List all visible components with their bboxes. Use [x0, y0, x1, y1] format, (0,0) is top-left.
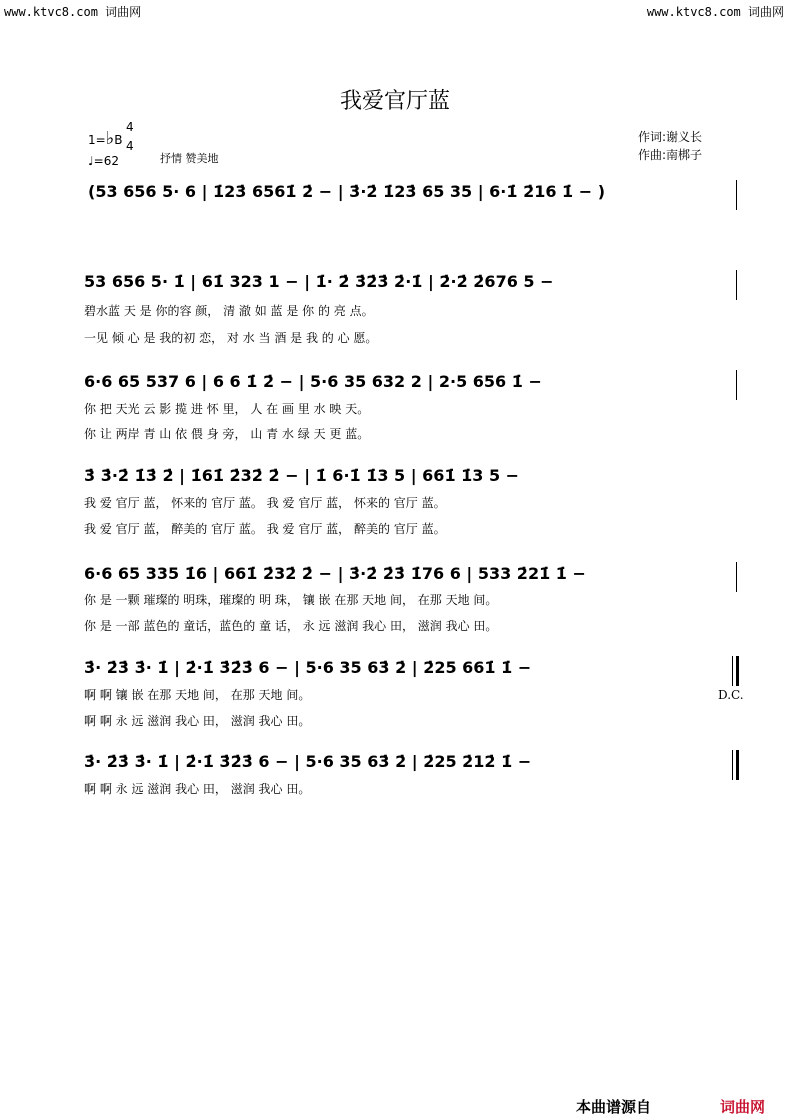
lyrics-line-4-verse-1: 我 爱 官厅 蓝， 怀来的 官厅 蓝。 我 爱 官厅 蓝， 怀来的 官厅 蓝。 — [84, 496, 446, 510]
notes-line-7: 3̇· 2̇3̇ 3̇· 1̇ | 2̇·1̇ 3̇2̇3̇ 6 − | 5·6 35 63̇ 2̇ | 2̇25 2̇12̇ 1̇ − — [84, 752, 532, 771]
time-signature-top: 4 — [126, 120, 134, 134]
lyrics-line-6-verse-2: 啊 啊 永 远 滋润 我心 田， 滋润 我心 田。 — [84, 714, 311, 728]
key-label: 1= — [88, 133, 106, 147]
key-signature — [88, 128, 122, 149]
lyrics-line-4-verse-2: 我 爱 官厅 蓝， 醉美的 官厅 蓝。 我 爱 官厅 蓝， 醉美的 官厅 蓝。 — [84, 522, 446, 536]
lyrics-line-3-verse-2: 你 让 两岸 青 山 依 偎 身 旁， 山 青 水 绿 天 更 蓝。 — [84, 427, 370, 441]
lyrics-line-5-verse-2: 你 是 一部 蓝色的 童话，蓝色的 童 话， 永 远 滋润 我心 田， 滋润 我心 田。 — [84, 619, 498, 633]
song-title: 我爱官厅蓝 — [339, 89, 450, 114]
lyrics-line-2-verse-2: 一见 倾 心 是 我的初 恋， 对 水 当 酒 是 我 的 心 愿。 — [84, 331, 378, 345]
notes-line-3: 6·6 65 537 6 | 6 6 1̇ 2̇ − | 5·6 35 632 2 | 2·5 656 1̇ − — [84, 372, 542, 391]
watermark-right: www.ktvc8.com 词曲网 — [646, 5, 784, 19]
quarter-note-icon: ♩ — [88, 154, 94, 168]
barline — [732, 750, 733, 780]
lyrics-line-3-verse-1: 你 把 天光 云 影 揽 进 怀 里， 人 在 画 里 水 映 天。 — [84, 402, 370, 416]
composer-credit: 作曲:南梆子 — [638, 148, 703, 162]
tempo-value: =62 — [93, 154, 119, 168]
key-note: B — [114, 133, 123, 147]
expression-mark: 抒情 赞美地 — [160, 152, 219, 165]
notes-line-4: 3̇ 3̇·2̇ 1̇3̇ 2̇ | 1̇61̇ 2̇32̇ 2̇ − | 1̇ 6·1̇ 1̇3 5 | 661̇ 1̇3 5 − — [84, 466, 520, 485]
watermark-left: www.ktvc8.com 词曲网 — [4, 5, 142, 19]
lyrics-line-5-verse-1: 你 是 一颗 璀璨的 明珠，璀璨的 明 珠， 镶 嵌 在那 天地 间， 在那 天地 间。 — [84, 593, 498, 607]
time-signature-bottom: 4 — [126, 139, 134, 153]
barline — [736, 180, 737, 210]
dc-marking: D.C. — [718, 688, 744, 702]
lyrics-line-7-verse-1: 啊 啊 永 远 滋润 我心 田， 滋润 我心 田。 — [84, 782, 311, 796]
final-barline — [736, 750, 739, 780]
footer-source: 本曲谱源自 — [576, 1098, 652, 1116]
lyricist-credit: 作词:谢义长 — [638, 130, 703, 144]
lyrics-line-6-verse-1: 啊 啊 镶 嵌 在那 天地 间， 在那 天地 间。 — [84, 688, 311, 702]
barline — [736, 370, 737, 400]
notes-line-5: 6·6 65 335 1̇6 | 661̇ 2̇32̇ 2̇ − | 3̇·2̇ 2̇3̇ 1̇76 6 | 533 2̇21̇ 1̇ − — [84, 564, 586, 583]
footer-brand-logo[interactable]: 词曲网 — [720, 1098, 766, 1116]
tempo-marking — [88, 154, 119, 168]
flat-icon: ♭ — [105, 128, 115, 149]
repeat-end-barline — [736, 656, 739, 686]
lyrics-line-2-verse-1: 碧水蓝 天 是 你的容 颜， 清 澈 如 蓝 是 你 的 亮 点。 — [84, 304, 374, 318]
notes-line-6: 3̇· 2̇3̇ 3̇· 1̇ | 2̇·1̇ 3̇2̇3̇ 6 − | 5·6 35 63̇ 2̇ | 2̇25 661̇ 1̇ − — [84, 658, 532, 677]
barline — [736, 562, 737, 592]
barline — [736, 270, 737, 300]
notes-line-2: 53 656 5· 1̇ | 61̇ 323 1 − | 1̇· 2̇ 3̇2̇3̇ 2̇·1̇ | 2̇·2̇ 2̇676 5 − — [84, 272, 554, 291]
barline — [732, 656, 733, 686]
notes-line-1: (53 656 5· 6 | 1̇23̇ 6561̇ 2̇ − | 3̇·2̇ 1̇23̇ 65 35 | 6·1̇ 2̇16 1̇ − ) — [88, 182, 606, 201]
